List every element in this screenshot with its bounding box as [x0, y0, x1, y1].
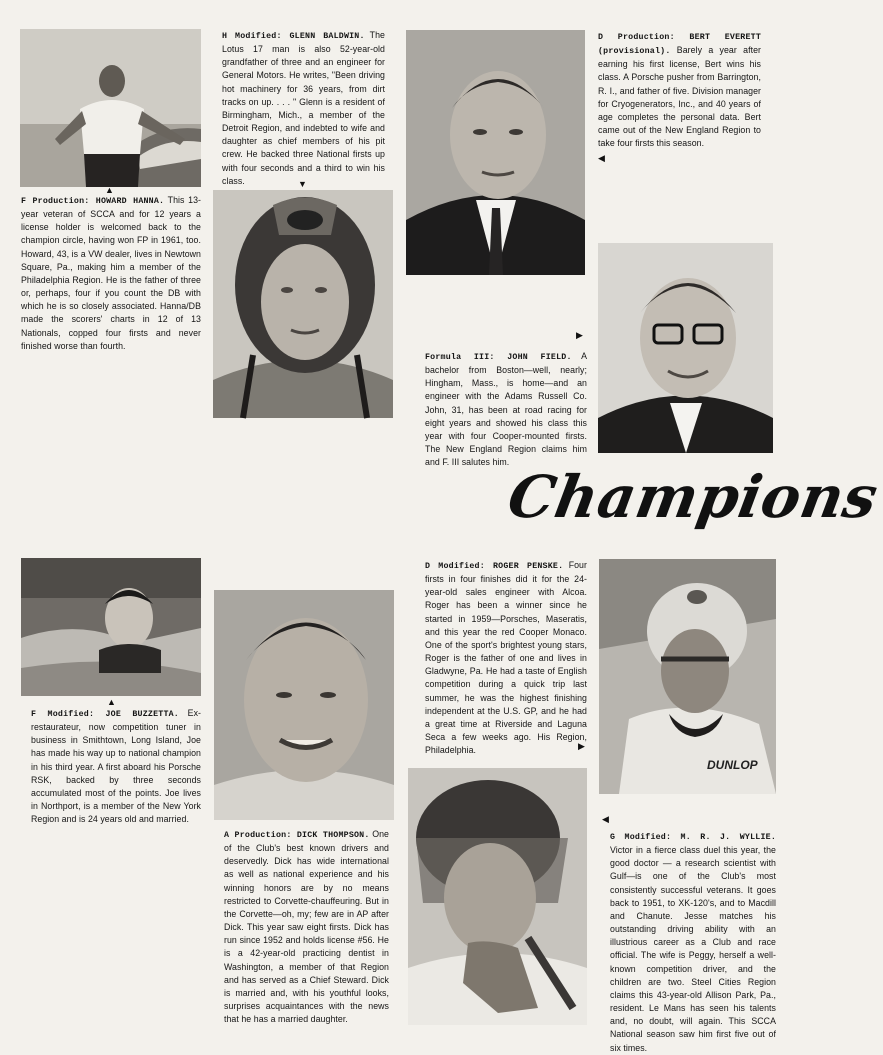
arrow-left-icon: ◀ [598, 153, 605, 163]
caption-text: Victor in a fierce class duel this year, the good doctor — a research scientist with Gulf—is one of the Club's most consistently successful veterans. It goes back to 1951, to XK-120's, and to Macdill and Chanute. Jesse matches his outstanding driving ability with an illustrious career as a Club and race official. The wife is Peggy, herself a well-known competition driver, and the children are two. Steel Cities Region claims this 43-year-old Allison Park, Pa., resident. Le Mans has seen his talents and, no doubt, will again. This SCCA National season saw him first five out of six times. [610, 845, 776, 1053]
caption-name: F Production: HOWARD HANNA. [21, 197, 165, 206]
caption-roger-penske [425, 559, 587, 757]
caption-name: F Modified: JOE BUZZETTA. [31, 710, 179, 719]
photo-glenn-baldwin [213, 190, 393, 418]
caption-name: D Modified: ROGER PENSKE. [425, 562, 564, 571]
page-title: Champions [503, 463, 883, 531]
photo-mrj-wyllie [408, 768, 587, 1025]
caption-dick-thompson [224, 828, 389, 1026]
arrow-up-icon: ▲ [107, 697, 116, 707]
caption-john-field [425, 350, 587, 469]
caption-mrj-wyllie [610, 830, 776, 1055]
caption-text: Ex-restaurateur, now competition tuner in business in Smithtown, Long Island, Joe has made his way up to national champion in his third year. A first aboard his Porsche RSK, backed by three seconds accumulated most of the points. Joe lives in Northport, is a member of the New York Region and is 24 years old and married. [31, 708, 201, 825]
caption-glenn-baldwin [222, 29, 385, 188]
caption-text: One of the Club's best known drivers and deservedly. Dick has wide international as well as national experience and his winning honors are by no means restricted to Corvette-chauffeuring. But in the Corvette—oh, my; few are in AP after Dick. This year saw eight firsts. Dick has run since 1952 and holds license #56. He is a 42-year-old practicing dentist in Washington, a member of that Region and has served as a Chief Steward. Dick is married and, with his youthful looks, surprises acquaintances with the news that he has a married daughter. [224, 829, 389, 1025]
arrow-down-icon: ▼ [298, 179, 307, 189]
caption-text: This 13-year veteran of SCCA and for 12 years a license holder is welcomed back to the champion circle, having won FP in 1961, too. Howard, 43, is a VW dealer, lives in Newtown Square, Pa., making him a member of the Philadelphia Region. He is the father of three or, perhaps, four if you count the DB with which he is so closely associated. Hanna/DB made the scorers' charts in 12 of 13 Nationals, copped four firsts and never finished worse than fourth. [21, 195, 201, 351]
caption-name: D Production: BERT EVERETT (provisional). [598, 33, 761, 57]
photo-roger-penske [599, 559, 776, 794]
caption-bert-everett [598, 30, 761, 150]
photo-bert-everett [406, 30, 585, 275]
caption-text: The Lotus 17 man is also 52-year-old grandfather of three and an engineer for General Motors. He writes, "Been driving hot machinery for 36 years, from dirt tracks on up. . . . " Glenn is a resident of Birmingham, Mich., a member of the Detroit Region, and indebted to wife and daughter as chief members of his pit crew. He backed three National firsts up with four seconds and a third to win his class. [222, 30, 385, 186]
photo-john-field [598, 243, 773, 453]
caption-name: G Modified: M. R. J. WYLLIE. [610, 833, 776, 842]
arrow-up-icon: ▲ [105, 185, 114, 195]
photo-howard-hanna [20, 29, 201, 187]
arrow-right-icon: ▶ [576, 330, 583, 340]
photo-dick-thompson [214, 590, 394, 820]
dunlop-text: DUNLOP [707, 758, 758, 772]
caption-text: A bachelor from Boston—well, nearly; Hingham, Mass., is home—and an engineer with the Adams Russell Co. John, 31, has been at road racing for eight years and showed his class this year with four Cooper-mounted firsts. The New England Region claims him and F. III salutes him. [425, 351, 587, 468]
caption-howard-hanna [21, 194, 201, 353]
caption-name: H Modified: GLENN BALDWIN. [222, 32, 365, 41]
caption-name: Formula III: JOHN FIELD. [425, 353, 572, 362]
caption-name: A Production: DICK THOMPSON. [224, 831, 370, 840]
photo-joe-buzzetta [21, 558, 201, 696]
caption-text: Four firsts in four finishes did it for the 24-year-old sales engineer with Alcoa. Roger has been a winner since he started in 1959—Porsches, Maseratis, and this year the red Cooper Monaco. One of the sport's brightest young stars, Roger is the father of one and lives in Gladwyne, Pa. He had a taste of English competition during a quick trip last summer, he was the highest finishing independent at the U.S. GP, and he had a great time at Riverside and Laguna Seca a few weeks ago. His Region, Philadelphia. [425, 560, 587, 756]
arrow-right-icon: ▶ [578, 741, 585, 751]
caption-joe-buzzetta [31, 707, 201, 826]
caption-text: Barely a year after earning his first license, Bert wins his class. A Porsche pusher from Barrington, R. I., and father of five. Division manager for Cryogenerators, Inc., and 40 years of age completes the personal data. Bert came out of the New England Region to take four firsts this season. [598, 45, 761, 149]
arrow-left-icon: ◀ [602, 814, 609, 824]
